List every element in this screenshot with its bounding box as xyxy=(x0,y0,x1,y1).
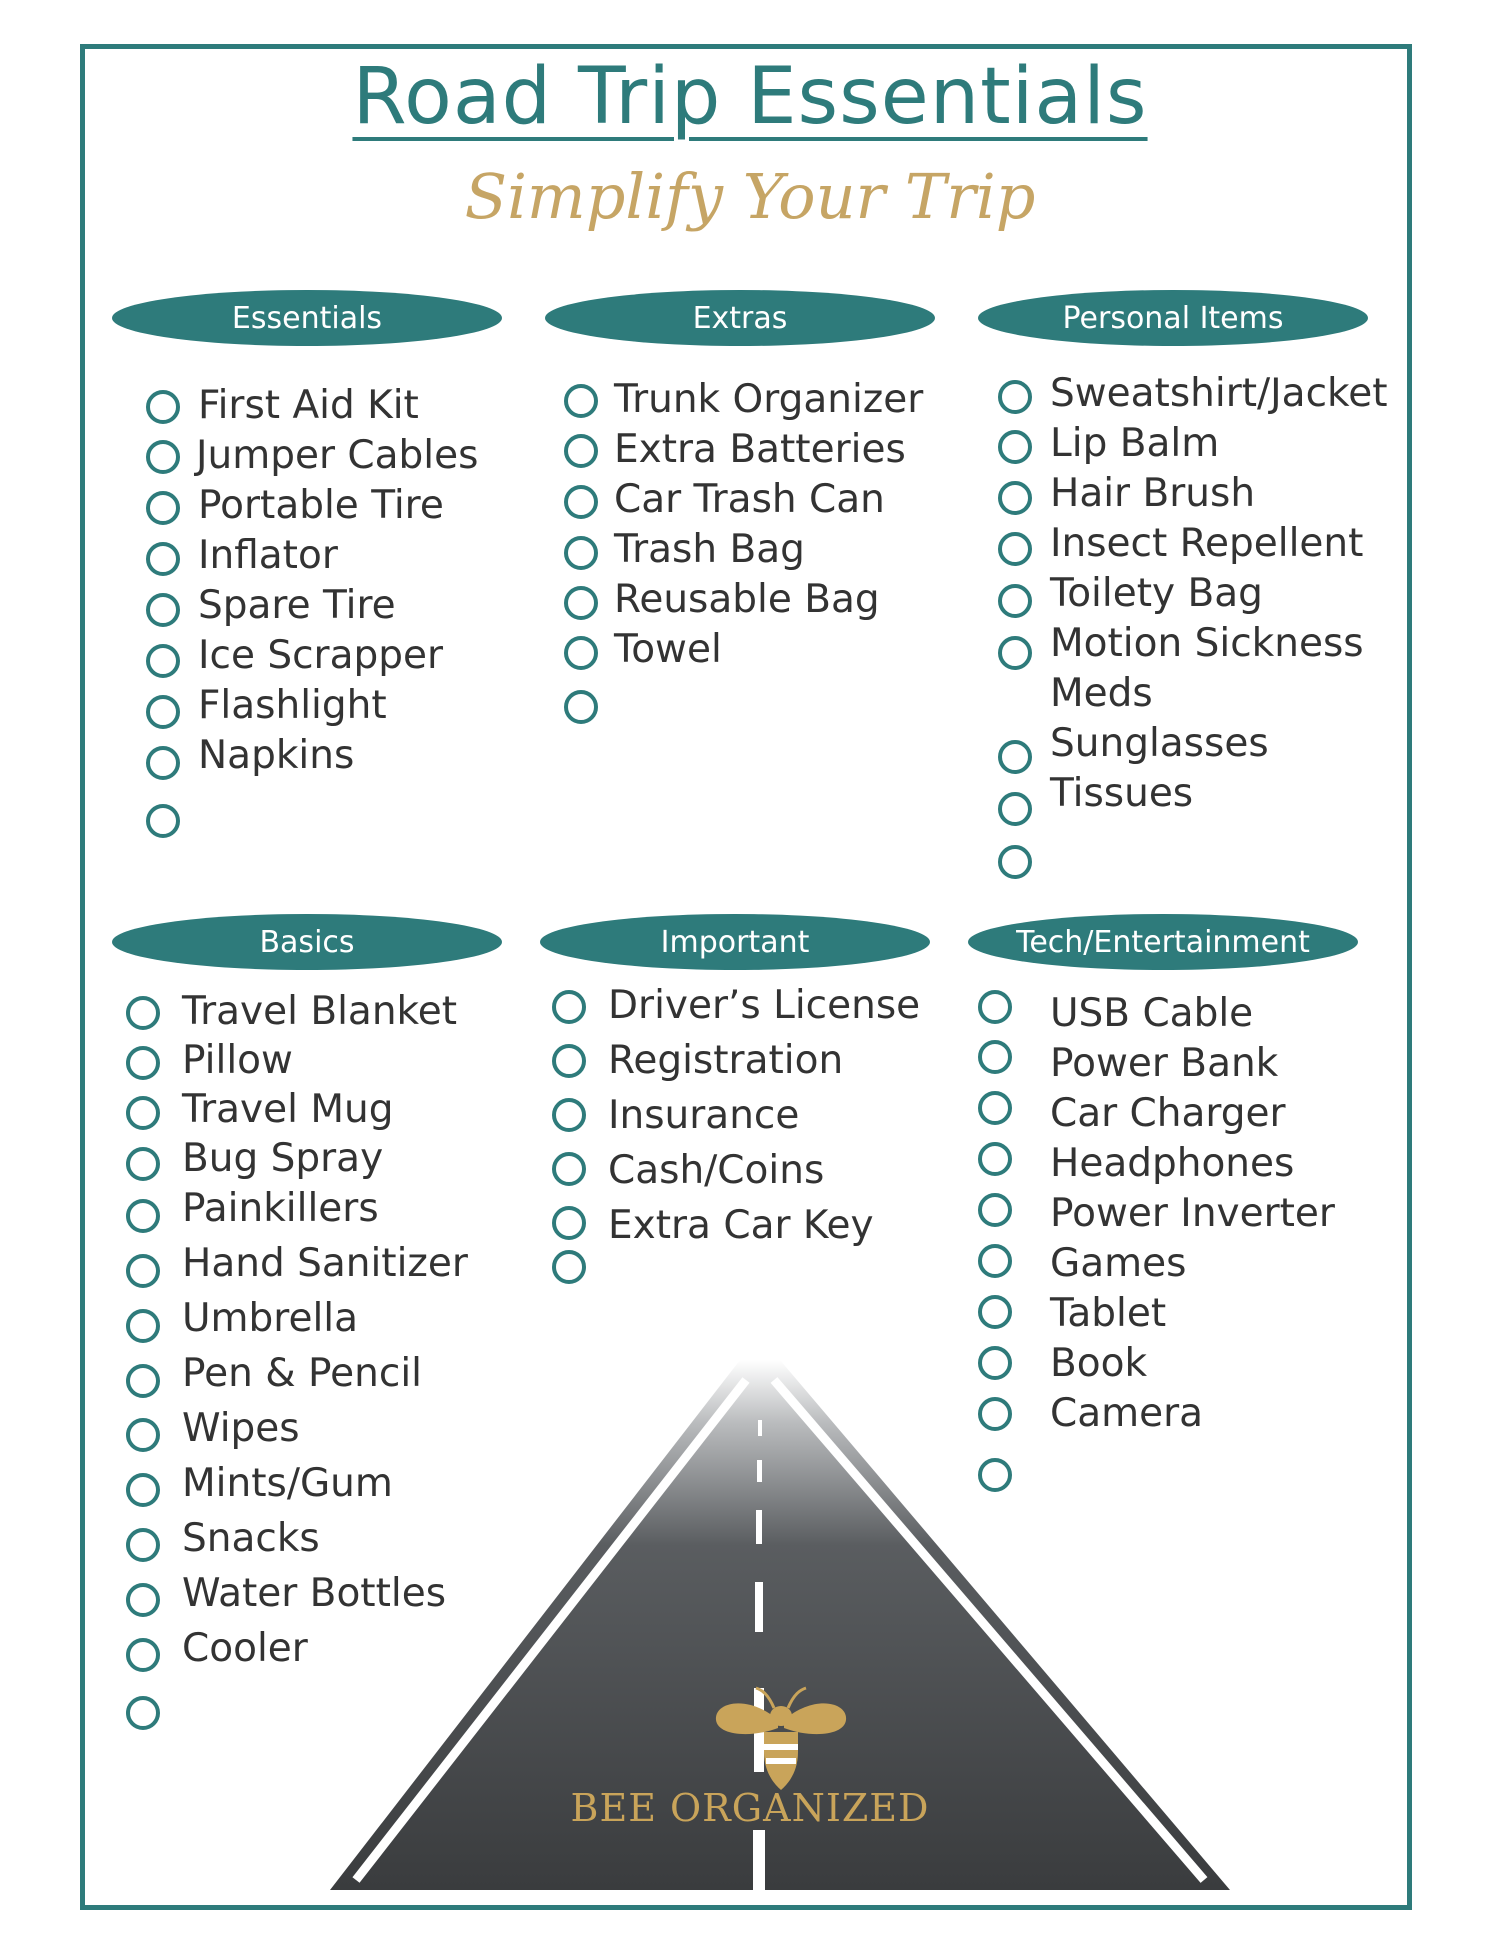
checkbox-icon[interactable] xyxy=(564,690,598,724)
item-label: Mints/Gum xyxy=(182,1461,393,1506)
checkbox-icon[interactable] xyxy=(564,434,598,468)
item-label: Tissues xyxy=(1050,771,1194,816)
checkbox-icon[interactable] xyxy=(552,1206,586,1240)
checkbox-icon[interactable] xyxy=(126,1638,160,1672)
checkbox-icon[interactable] xyxy=(978,1193,1012,1227)
checkbox-icon[interactable] xyxy=(552,1044,586,1078)
item-label: First Aid Kit xyxy=(198,383,419,428)
checkbox-icon[interactable] xyxy=(552,1152,586,1186)
checkbox-icon[interactable] xyxy=(126,1147,160,1181)
item-label: Tablet xyxy=(1050,1291,1167,1336)
item-label: Towel xyxy=(614,627,722,672)
item-label: Registration xyxy=(608,1038,844,1083)
checkbox-icon[interactable] xyxy=(126,1309,160,1343)
item-label: Power Inverter xyxy=(1050,1191,1335,1236)
item-label: Lip Balm xyxy=(1050,421,1220,466)
checkbox-icon[interactable] xyxy=(978,1397,1012,1431)
heading-extras: Extras xyxy=(545,290,935,346)
item-label: Cash/Coins xyxy=(608,1148,825,1193)
item-label: Pillow xyxy=(182,1038,293,1083)
item-label: Flashlight xyxy=(198,683,387,728)
checkbox-icon[interactable] xyxy=(146,695,180,729)
checkbox-icon[interactable] xyxy=(978,1040,1012,1074)
item-label: Ice Scrapper xyxy=(198,633,444,678)
checkbox-icon[interactable] xyxy=(126,1046,160,1080)
item-label: Umbrella xyxy=(182,1296,359,1341)
item-label: Wipes xyxy=(182,1406,300,1451)
checkbox-icon[interactable] xyxy=(978,1142,1012,1176)
checkbox-icon[interactable] xyxy=(146,644,180,678)
checkbox-icon[interactable] xyxy=(564,586,598,620)
checkbox-icon[interactable] xyxy=(146,440,180,474)
item-label: Snacks xyxy=(182,1516,320,1561)
checkbox-icon[interactable] xyxy=(998,481,1032,515)
item-label: Pen & Pencil xyxy=(182,1351,422,1396)
item-label: Insect Repellent xyxy=(1050,521,1364,566)
item-label: Trunk Organizer xyxy=(614,377,924,422)
item-label: Jumper Cables xyxy=(196,433,479,478)
checkbox-icon[interactable] xyxy=(126,1528,160,1562)
checkbox-icon[interactable] xyxy=(126,1583,160,1617)
item-label: Extra Batteries xyxy=(614,427,906,472)
checkbox-icon[interactable] xyxy=(978,1346,1012,1380)
brand-name: BEE ORGANIZED xyxy=(570,1786,930,1830)
item-label: Extra Car Key xyxy=(608,1203,874,1248)
heading-essentials: Essentials xyxy=(112,290,502,346)
checkbox-icon[interactable] xyxy=(998,792,1032,826)
checkbox-icon[interactable] xyxy=(998,532,1032,566)
checkbox-icon[interactable] xyxy=(146,390,180,424)
checkbox-icon[interactable] xyxy=(126,1096,160,1130)
checkbox-icon[interactable] xyxy=(564,636,598,670)
heading-tech-entertainment: Tech/Entertainment xyxy=(968,914,1358,970)
item-label: Motion Sickness xyxy=(1050,621,1364,666)
page-subtitle: Simplify Your Trip xyxy=(464,160,1036,233)
checkbox-icon[interactable] xyxy=(998,740,1032,774)
item-label: Napkins xyxy=(198,733,355,778)
item-label: Cooler xyxy=(182,1626,308,1671)
heading-important: Important xyxy=(540,914,930,970)
checkbox-icon[interactable] xyxy=(126,1473,160,1507)
item-label: Car Trash Can xyxy=(614,477,885,522)
checkbox-icon[interactable] xyxy=(978,1458,1012,1492)
checkbox-icon[interactable] xyxy=(998,584,1032,618)
checkbox-icon[interactable] xyxy=(564,384,598,418)
item-label: Power Bank xyxy=(1050,1041,1279,1086)
checkbox-icon[interactable] xyxy=(126,1199,160,1233)
checkbox-icon[interactable] xyxy=(978,1091,1012,1125)
checkbox-icon[interactable] xyxy=(126,1696,160,1730)
checkbox-icon[interactable] xyxy=(126,1254,160,1288)
heading-personal-items: Personal Items xyxy=(978,290,1368,346)
item-label: USB Cable xyxy=(1050,991,1254,1036)
checkbox-icon[interactable] xyxy=(564,485,598,519)
page-title: Road Trip Essentials xyxy=(352,52,1148,142)
item-label: Water Bottles xyxy=(182,1571,447,1616)
checkbox-icon[interactable] xyxy=(998,845,1032,879)
item-label: Portable Tire xyxy=(198,483,444,528)
checkbox-icon[interactable] xyxy=(146,491,180,525)
item-label: Sweatshirt/Jacket xyxy=(1050,371,1388,416)
checkbox-icon[interactable] xyxy=(978,1244,1012,1278)
item-label: Headphones xyxy=(1050,1141,1295,1186)
checkbox-icon[interactable] xyxy=(126,1418,160,1452)
item-label: Travel Mug xyxy=(182,1087,394,1132)
checkbox-icon[interactable] xyxy=(998,636,1032,670)
checkbox-icon[interactable] xyxy=(146,542,180,576)
checkbox-icon[interactable] xyxy=(126,1364,160,1398)
item-label: Book xyxy=(1050,1341,1148,1386)
checkbox-icon[interactable] xyxy=(998,380,1032,414)
item-label: Reusable Bag xyxy=(614,577,880,622)
item-label: Games xyxy=(1050,1241,1187,1286)
item-label: Driver’s License xyxy=(608,983,921,1028)
bee-logo-icon xyxy=(708,1680,854,1792)
checkbox-icon[interactable] xyxy=(552,990,586,1024)
item-label: Hair Brush xyxy=(1050,471,1256,516)
checkbox-icon[interactable] xyxy=(146,804,180,838)
item-label: Camera xyxy=(1050,1391,1204,1436)
checkbox-icon[interactable] xyxy=(564,536,598,570)
item-label: Sunglasses xyxy=(1050,721,1269,766)
checkbox-icon[interactable] xyxy=(552,1250,586,1284)
item-label-continued: Meds xyxy=(1050,671,1153,716)
item-label: Trash Bag xyxy=(614,527,805,572)
checkbox-icon[interactable] xyxy=(126,996,160,1030)
item-label: Toilety Bag xyxy=(1050,571,1263,616)
item-label: Inflator xyxy=(198,533,338,578)
item-label: Spare Tire xyxy=(198,583,396,628)
item-label: Insurance xyxy=(608,1093,800,1138)
checkbox-icon[interactable] xyxy=(998,430,1032,464)
item-label: Bug Spray xyxy=(182,1136,384,1181)
checkbox-icon[interactable] xyxy=(978,1295,1012,1329)
checkbox-icon[interactable] xyxy=(978,990,1012,1024)
checkbox-icon[interactable] xyxy=(146,746,180,780)
heading-basics: Basics xyxy=(112,914,502,970)
item-label: Hand Sanitizer xyxy=(182,1241,468,1286)
item-label: Travel Blanket xyxy=(182,989,458,1034)
checkbox-icon[interactable] xyxy=(552,1098,586,1132)
item-label: Painkillers xyxy=(182,1186,379,1231)
checkbox-icon[interactable] xyxy=(146,593,180,627)
item-label: Car Charger xyxy=(1050,1091,1286,1136)
